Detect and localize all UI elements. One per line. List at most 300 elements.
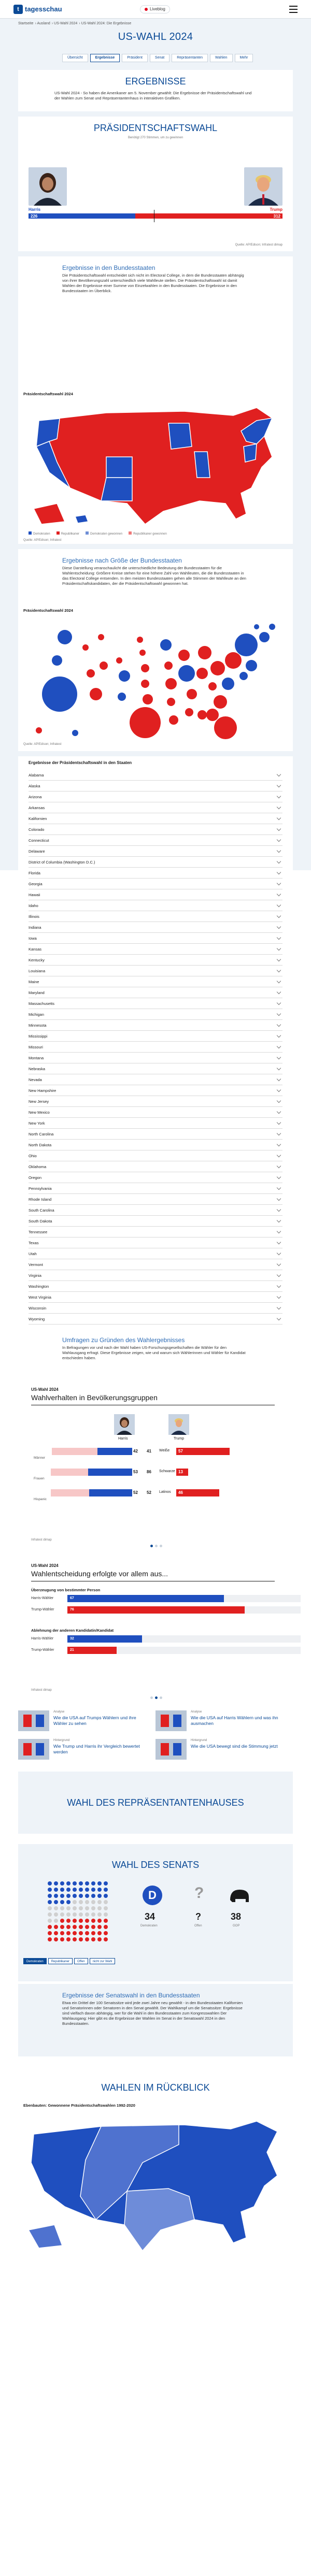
poll1-right-dem-value: 41 xyxy=(147,1449,151,1454)
state-name: Virginia xyxy=(29,1273,41,1278)
chevron-down-icon xyxy=(277,1207,281,1211)
state-row[interactable] xyxy=(29,1063,282,1074)
poll1-left-dem-value: 52 xyxy=(133,1490,138,1495)
state-bubbles xyxy=(36,624,275,739)
poll2-card xyxy=(18,1559,293,1704)
state-row[interactable] xyxy=(29,1129,282,1140)
states-map-label: Präsidentschaftswahl 2024 xyxy=(23,392,73,396)
chevron-down-icon xyxy=(277,794,281,798)
poll1-left-rep-bar xyxy=(51,1469,88,1476)
chevron-down-icon xyxy=(277,968,281,972)
poll1-right-label: Latinos xyxy=(159,1490,171,1494)
bubble-arizona xyxy=(90,688,102,700)
article-title[interactable]: Wie die USA auf Trumps Wählern und ihre Wähler zu sehen xyxy=(53,1715,136,1726)
harris-portrait xyxy=(29,167,67,206)
state-name: Ohio xyxy=(29,1153,37,1158)
map-republican-states xyxy=(36,408,272,524)
state-row[interactable] xyxy=(29,976,282,987)
poll1-left-dem-bar xyxy=(97,1448,132,1455)
state-row[interactable] xyxy=(29,1216,282,1227)
senate-rep-seats: 38 xyxy=(231,1911,242,1922)
state-name: Massachusetts xyxy=(29,1001,55,1006)
poll2-pager[interactable] xyxy=(150,1696,162,1699)
state-name: South Carolina xyxy=(29,1207,54,1213)
map-alaska xyxy=(34,503,65,524)
article-title[interactable]: Wie Trump und Harris ihr Vergleich bewertet werden xyxy=(53,1744,140,1754)
chevron-down-icon xyxy=(277,1196,281,1200)
bubble-colorado xyxy=(119,670,130,682)
republican-elephant-icon xyxy=(228,1884,251,1905)
size-map-chart xyxy=(18,606,293,751)
chevron-down-icon xyxy=(277,957,281,961)
state-name: Louisiana xyxy=(29,968,46,973)
state-row[interactable] xyxy=(29,1150,282,1161)
chevron-down-icon xyxy=(277,859,281,863)
article-teaser[interactable] xyxy=(18,1709,150,1734)
state-name: Kansas xyxy=(29,946,42,952)
state-row[interactable] xyxy=(29,900,282,911)
state-row[interactable] xyxy=(29,1107,282,1118)
breadcrumb-item: US-Wahl 2024: Die Ergebnisse xyxy=(81,22,132,25)
trump-name: Trump xyxy=(270,207,282,212)
map-illinois xyxy=(194,452,210,478)
state-name: North Dakota xyxy=(29,1142,52,1147)
chevron-down-icon xyxy=(277,946,281,950)
states-map-chart xyxy=(18,388,293,544)
breadcrumb-item[interactable]: Startseite xyxy=(18,22,34,25)
poll1-left-label: Hispanic xyxy=(34,1498,47,1501)
state-name: New Mexico xyxy=(29,1110,50,1115)
state-name: Idaho xyxy=(29,903,38,908)
breadcrumb-item[interactable]: Ausland xyxy=(37,22,50,25)
state-name: Kentucky xyxy=(29,957,45,962)
state-row[interactable] xyxy=(29,911,282,922)
chevron-down-icon xyxy=(277,1174,281,1178)
state-row[interactable] xyxy=(29,1194,282,1205)
state-row[interactable] xyxy=(29,1074,282,1085)
state-row[interactable] xyxy=(29,1303,282,1314)
bubble-south-dakota xyxy=(139,650,146,656)
state-name: West Virginia xyxy=(29,1294,51,1300)
state-name: Alaska xyxy=(29,783,40,788)
state-row[interactable] xyxy=(29,813,282,824)
map-northeast-coast xyxy=(244,444,257,462)
pager-dot xyxy=(160,1696,162,1699)
chevron-down-icon xyxy=(277,891,281,896)
bubble-nevada xyxy=(87,669,95,678)
logo[interactable]: tagesschau xyxy=(25,5,62,13)
surveys-text: In Befragungen vor und nach der Wahl haben US-Forschungsgesellschaften die Wähler für den Wahlausgang erfragt. Diese Ergebnisse zeigen, wie und warum sich Wählerinnen und Wähler für Kandidat entschieden haben. xyxy=(62,1345,246,1360)
tab-overview[interactable]: Übersicht xyxy=(62,54,88,62)
chevron-down-icon xyxy=(277,1120,281,1124)
chevron-down-icon xyxy=(277,1142,281,1146)
chevron-down-icon xyxy=(277,1283,281,1287)
history-map-alaska xyxy=(29,2225,62,2248)
liveblog-badge[interactable]: Liveblog xyxy=(140,5,170,13)
history-card xyxy=(18,2067,293,2574)
state-row[interactable] xyxy=(29,1227,282,1237)
chevron-down-icon xyxy=(277,815,281,819)
poll1-pager[interactable] xyxy=(150,1545,162,1547)
map-minnesota xyxy=(168,423,192,449)
chevron-down-icon xyxy=(277,1098,281,1102)
poll2-bar-value: 32 xyxy=(70,1637,74,1640)
threshold-note: Benötigt 270 Stimmen, um zu gewinnen xyxy=(128,136,183,139)
bubble-new-jersey xyxy=(246,660,257,671)
poll1-footer: Infratest dimap xyxy=(31,1538,52,1542)
bubble-oregon xyxy=(52,655,62,666)
state-row[interactable] xyxy=(29,1314,282,1325)
state-name: Washington xyxy=(29,1284,49,1289)
democrat-icon: D xyxy=(143,1886,162,1905)
chevron-down-icon xyxy=(277,783,281,787)
chevron-down-icon xyxy=(277,1153,281,1157)
state-row[interactable] xyxy=(29,998,282,1009)
bubble-louisiana xyxy=(169,715,178,725)
bubble-north-carolina xyxy=(214,695,227,709)
legend-dem-button[interactable]: Demokraten xyxy=(23,1958,47,1964)
trump-portrait xyxy=(244,167,282,206)
article-teaser[interactable] xyxy=(156,1709,288,1734)
article-label: Hintergrund xyxy=(53,1739,70,1742)
state-name: Montana xyxy=(29,1055,44,1060)
state-name: District of Columbia (Washington D.C.) xyxy=(29,859,95,865)
state-name: Wisconsin xyxy=(29,1305,47,1311)
poll1-col-harris: Harris xyxy=(118,1437,128,1441)
tab-results[interactable]: Ergebnisse xyxy=(90,54,120,62)
senate-dem-label: Demokraten xyxy=(140,1924,158,1927)
state-row[interactable] xyxy=(29,824,282,835)
size-map-text: Diese Darstellung veranschaulicht die unterschiedliche Bedeutung der Bundesstaaten für die Wahlentscheidung: Größere Kreise stehen für eine höhere Zahl von Wahlleuten, die die Bundesstaaten in das Electoral College entsenden. In den meisten Bundesstaaten gehen alle Stimmen der Wahlleute an den Präsidentschaftskandidaten, der die Präsidentschaftswahl gewonnen hat. xyxy=(62,566,246,586)
state-row[interactable] xyxy=(29,879,282,889)
chevron-down-icon xyxy=(277,935,281,939)
chevron-down-icon xyxy=(277,1272,281,1276)
chevron-down-icon xyxy=(277,978,281,983)
bubble-texas xyxy=(130,707,161,738)
page-title: US-WAHL 2024 xyxy=(118,31,193,42)
state-name: Indiana xyxy=(29,925,41,930)
poll2-tag: US-Wahl 2024 xyxy=(31,1563,59,1568)
poll1-right-dem-value: 86 xyxy=(147,1470,151,1474)
state-name: Minnesota xyxy=(29,1023,47,1028)
tab-house[interactable]: Repräsentanten xyxy=(172,54,208,62)
state-row[interactable] xyxy=(29,1161,282,1172)
surveys-title: Umfragen zu Gründen des Wahlergebnisses xyxy=(62,1336,185,1344)
state-name: Georgia xyxy=(29,881,43,886)
states-map-card xyxy=(18,256,293,388)
breadcrumb: Startseite › Ausland › US-Wahl 2024 › US-Wahl 2024: Die Ergebnisse xyxy=(18,22,132,25)
bubble-nebraska xyxy=(141,664,149,672)
chevron-down-icon xyxy=(277,826,281,830)
state-row[interactable] xyxy=(29,846,282,857)
poll1-col-trump: Trump xyxy=(174,1437,184,1441)
chevron-down-icon xyxy=(277,924,281,928)
poll1-title: Wahlverhalten in Bevölkerungsgruppen xyxy=(31,1393,158,1402)
state-name: North Carolina xyxy=(29,1131,54,1136)
logo-icon[interactable]: t xyxy=(13,5,23,14)
history-map-mixed-south xyxy=(124,2189,194,2251)
state-row[interactable] xyxy=(29,1281,282,1292)
state-name: Texas xyxy=(29,1240,39,1245)
state-name: Delaware xyxy=(29,848,45,854)
trump-avatar xyxy=(168,1414,189,1435)
chevron-down-icon xyxy=(277,1000,281,1004)
bubble-kentucky xyxy=(208,682,217,690)
state-name: Florida xyxy=(29,870,40,875)
chevron-down-icon xyxy=(277,1033,281,1037)
senate-map-title: Ergebnisse der Senatswahl in den Bundesstaaten xyxy=(62,1992,200,1999)
state-row[interactable] xyxy=(29,770,282,781)
senate-legend xyxy=(23,1958,115,1964)
state-row[interactable] xyxy=(29,1118,282,1129)
bubble-minnesota xyxy=(160,639,172,651)
bubble-iowa xyxy=(164,661,173,670)
state-row[interactable] xyxy=(29,835,282,846)
chevron-down-icon xyxy=(277,1055,281,1059)
map-new-mexico xyxy=(101,478,132,501)
senate-dem-seats: 34 xyxy=(145,1911,156,1922)
state-row[interactable] xyxy=(29,857,282,868)
poll1-left-rep-bar xyxy=(51,1489,89,1496)
article-title[interactable]: Wie die USA auf Harris Wählern und was ihn ausmachen xyxy=(191,1715,278,1726)
article-thumbnail xyxy=(156,1739,187,1760)
state-name: Colorado xyxy=(29,827,45,832)
chevron-down-icon xyxy=(277,902,281,906)
pager-dot xyxy=(160,1545,162,1547)
chevron-down-icon xyxy=(277,1294,281,1298)
state-name: Vermont xyxy=(29,1262,43,1267)
map-hawaii xyxy=(75,515,88,523)
breadcrumb-item[interactable]: US-Wahl 2024 xyxy=(54,22,78,25)
poll1-right-rep-value: 13 xyxy=(178,1470,183,1474)
chevron-down-icon xyxy=(277,772,281,776)
chevron-down-icon xyxy=(277,1131,281,1135)
poll1-left-label: Männer xyxy=(34,1456,46,1460)
chevron-down-icon xyxy=(277,1250,281,1255)
chevron-down-icon xyxy=(277,1076,281,1081)
bubble-hawaii xyxy=(72,730,78,736)
senate-card xyxy=(18,1844,293,1981)
bubble-kansas xyxy=(141,680,149,688)
state-row[interactable] xyxy=(29,1042,282,1053)
state-name: Maine xyxy=(29,979,39,984)
bubble-new-hampshire xyxy=(254,624,259,629)
article-thumbnail xyxy=(156,1710,187,1731)
poll1-left-dem-value: 42 xyxy=(133,1449,138,1454)
poll1-left-dem-bar xyxy=(89,1489,132,1496)
bubble-indiana xyxy=(196,668,208,679)
chevron-down-icon xyxy=(277,1316,281,1320)
state-row[interactable] xyxy=(29,1096,282,1107)
legend-none-button[interactable]: nicht zur Wahl xyxy=(90,1958,116,1964)
state-row[interactable] xyxy=(29,933,282,944)
state-row[interactable] xyxy=(29,955,282,966)
state-name: New York xyxy=(29,1120,45,1126)
chevron-down-icon xyxy=(277,1109,281,1113)
harris-avatar xyxy=(114,1414,135,1435)
poll2-bar-value: 21 xyxy=(70,1648,74,1652)
chevron-down-icon xyxy=(277,870,281,874)
bubble-mississippi xyxy=(185,708,193,716)
poll2-row-label: Harris-Wähler xyxy=(31,1596,54,1600)
senate-text-card xyxy=(18,1984,293,2056)
trump-electoral-bar xyxy=(135,213,282,219)
state-row[interactable] xyxy=(29,1009,282,1020)
poll1-right-rep-bar xyxy=(176,1448,230,1455)
state-row[interactable] xyxy=(29,802,282,813)
poll2-bar xyxy=(67,1647,117,1654)
pager-dot xyxy=(155,1545,158,1547)
states-map-legend xyxy=(29,531,167,536)
article-label: Analyse xyxy=(53,1710,65,1714)
poll1-left-dem-bar xyxy=(88,1469,132,1476)
state-name: Rhode Island xyxy=(29,1197,52,1202)
state-row[interactable] xyxy=(29,868,282,879)
bubble-illinois xyxy=(178,665,195,682)
tab-more[interactable]: Mehr xyxy=(235,54,253,62)
state-row[interactable] xyxy=(29,1085,282,1096)
state-name: Nevada xyxy=(29,1077,42,1082)
bubble-wisconsin xyxy=(178,650,190,661)
bubble-florida xyxy=(214,716,237,739)
article-teaser[interactable] xyxy=(18,1738,150,1763)
poll1-tag: US-Wahl 2024 xyxy=(31,1387,59,1392)
state-name: Arizona xyxy=(29,794,42,799)
state-row[interactable] xyxy=(29,1172,282,1183)
poll2-bar xyxy=(67,1595,224,1602)
state-row[interactable] xyxy=(29,889,282,900)
history-heading: WAHLEN IM RÜCKBLICK xyxy=(101,2082,210,2093)
poll1-right-rep-value: 57 xyxy=(178,1449,183,1454)
state-name: Connecticut xyxy=(29,838,49,843)
state-name: Oklahoma xyxy=(29,1164,47,1169)
bubble-georgia xyxy=(206,709,219,721)
poll1-right-dem-value: 52 xyxy=(147,1490,151,1495)
bubble-pennsylvania xyxy=(225,652,242,669)
menu-icon[interactable] xyxy=(289,6,298,13)
poll2-bar xyxy=(67,1606,245,1614)
tab-elections[interactable]: Wahlen xyxy=(210,54,232,62)
state-name: Michigan xyxy=(29,1012,45,1017)
article-thumbnail xyxy=(18,1739,49,1760)
chevron-down-icon xyxy=(277,848,281,852)
article-label: Hintergrund xyxy=(191,1739,207,1742)
history-map[interactable] xyxy=(23,2113,288,2258)
history-map-label: Ebenbauten: Gewonnene Präsidentschaftswahlen 1992-2020 xyxy=(23,2103,135,2108)
bubble-montana xyxy=(98,634,104,640)
state-name: Wyoming xyxy=(29,1316,45,1321)
chevron-down-icon xyxy=(277,1261,281,1265)
harris-electoral-bar xyxy=(29,213,135,219)
poll2-bar-track xyxy=(245,1606,301,1614)
state-row[interactable] xyxy=(29,791,282,802)
results-intro-card xyxy=(18,70,293,111)
legend-open-button[interactable]: Offen xyxy=(74,1958,88,1964)
state-row[interactable] xyxy=(29,1292,282,1303)
chevron-down-icon xyxy=(277,1087,281,1091)
states-map-text: Die Präsidentschaftswahl entscheidet sich nicht im Electoral College, in dem die Bundesstaaten abhängig von ihrer Bevölkerungszahl unterschiedlich viele Wahlleute stellen. Die Präsidentschaftswahl ist damit Wahlen der Ergebnisse einer Summe von Einzelwahlen in den Bundesstaaten. Die Ergebnisse in den Bundesstaaten im Überblick. xyxy=(62,273,244,293)
bubble-new-york xyxy=(235,634,258,656)
state-name: Kalifornien xyxy=(29,816,47,821)
senate-heading: WAHL DES SENATS xyxy=(111,1860,200,1870)
state-row[interactable] xyxy=(29,781,282,791)
poll2-bar-track xyxy=(142,1635,301,1643)
article-teaser[interactable] xyxy=(156,1738,288,1763)
state-row[interactable] xyxy=(29,1270,282,1281)
chevron-down-icon xyxy=(277,1066,281,1070)
bubble-virginia xyxy=(222,678,234,690)
house-card xyxy=(18,1772,293,1834)
legend-rep-button[interactable]: Republikaner xyxy=(48,1958,73,1964)
trump-votes: 312 xyxy=(273,214,280,219)
state-row[interactable] xyxy=(29,1053,282,1063)
poll2-section-label: Ablehnung der anderen Kandidatin/Kandidat xyxy=(31,1628,114,1633)
top-bar xyxy=(0,0,311,19)
state-name: Illinois xyxy=(29,914,39,919)
size-map-label: Präsidentschaftswahl 2024 xyxy=(23,608,73,613)
state-row[interactable] xyxy=(29,1237,282,1248)
chevron-down-icon xyxy=(277,1240,281,1244)
poll2-row-label: Trump-Wähler xyxy=(31,1608,54,1611)
state-row[interactable] xyxy=(29,987,282,998)
state-row[interactable] xyxy=(29,1259,282,1270)
open-seats-icon: ? xyxy=(194,1884,204,1902)
state-row[interactable] xyxy=(29,1031,282,1042)
size-map-card xyxy=(18,549,293,606)
house-heading: WAHL DES REPRÄSENTANTENHAUSES xyxy=(67,1797,244,1808)
poll2-bar-track xyxy=(224,1595,301,1602)
poll2-bar xyxy=(67,1635,142,1643)
state-name: Missouri xyxy=(29,1044,43,1049)
poll2-footer: Infratest dimap xyxy=(31,1689,52,1692)
state-row[interactable] xyxy=(29,1183,282,1194)
size-map-title: Ergebnisse nach Größe der Bundesstaaten xyxy=(62,557,182,564)
article-title[interactable]: Wie die USA bewegt sind die Stimmung jetzt xyxy=(191,1744,278,1749)
state-row[interactable] xyxy=(29,922,282,933)
state-name: Nebraska xyxy=(29,1066,46,1071)
poll1-card xyxy=(18,1383,293,1554)
state-row[interactable] xyxy=(29,944,282,955)
bubble-map[interactable] xyxy=(29,616,282,741)
bubble-oklahoma xyxy=(143,694,153,704)
harris-votes: 226 xyxy=(31,214,38,219)
senate-rep-label: GOP xyxy=(233,1924,240,1927)
chevron-down-icon xyxy=(277,1044,281,1048)
bubble-ohio xyxy=(210,661,225,675)
us-states-map[interactable] xyxy=(29,400,282,529)
state-row[interactable] xyxy=(29,1020,282,1031)
tab-president[interactable]: Präsident xyxy=(122,54,148,62)
state-name: Iowa xyxy=(29,936,37,941)
poll2-bar-track xyxy=(117,1647,301,1654)
state-row[interactable] xyxy=(29,966,282,976)
poll1-right-rep-value: 46 xyxy=(178,1490,183,1495)
article-label: Analyse xyxy=(191,1710,202,1714)
state-name: Pennsylvania xyxy=(29,1186,52,1191)
poll2-row-label: Harris-Wähler xyxy=(31,1637,54,1640)
chevron-down-icon xyxy=(277,837,281,841)
state-row[interactable] xyxy=(29,1248,282,1259)
state-row[interactable] xyxy=(29,1205,282,1216)
senate-seat-grid xyxy=(47,1880,109,1942)
tab-senate[interactable]: Senat xyxy=(150,54,169,62)
bubble-tennessee xyxy=(187,689,197,699)
state-row[interactable] xyxy=(29,1140,282,1150)
chevron-down-icon xyxy=(277,804,281,809)
state-name: New Jersey xyxy=(29,1099,49,1104)
state-name: Mississippi xyxy=(29,1033,48,1039)
state-name: Utah xyxy=(29,1251,37,1256)
